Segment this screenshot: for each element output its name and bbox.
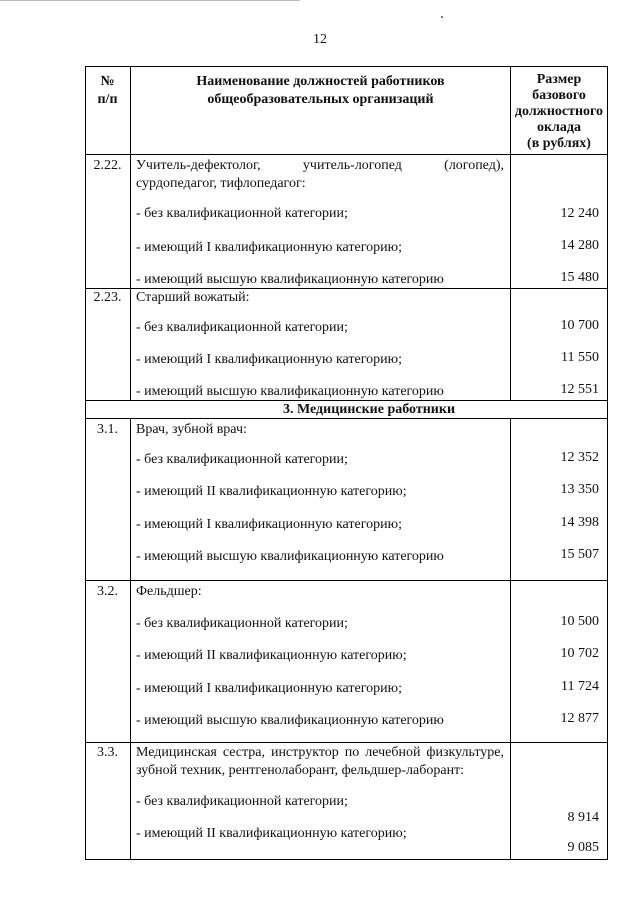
scan-speck [441,16,443,18]
item-salary: 12 551 [560,382,599,397]
row-title: сурдопедагог, тифлопедагог: [136,176,306,191]
item-salary: 12 877 [560,711,599,726]
item-salary: 12 240 [560,206,599,221]
item-salary: 8 914 [567,810,599,825]
item-label: - имеющий II квалификационную категорию; [136,826,407,841]
item-salary: 15 480 [560,270,599,285]
row-number: 3.1. [97,422,118,437]
item-label: - без квалификационной категории; [136,452,348,467]
col-divider [130,66,131,400]
item-salary: 12 352 [560,450,599,465]
header-bottom-border [85,154,608,155]
salary-table [85,66,608,860]
row-title: Учитель-дефектолог, учитель-логопед (логопед), [136,158,504,173]
item-salary: 11 724 [561,679,599,694]
row-divider [85,742,608,743]
row-divider [85,288,608,289]
item-label: - имеющий I квалификационную категорию; [136,517,402,532]
table-bottom-border [85,859,608,860]
item-salary: 15 507 [560,547,599,562]
row-number: 3.3. [97,745,118,760]
item-salary: 10 500 [560,614,599,629]
col-divider [130,418,131,860]
row-title: Врач, зубной врач: [136,422,247,437]
header-num-line2: п/п [97,92,118,107]
item-label: - имеющий высшую квалификационную категорию [136,713,444,728]
header-salary-line: (в рублях) [527,136,591,151]
row-divider [85,400,608,401]
row-title: зубной техник, рентгенолаборант, фельдшер-лаборант: [136,763,465,778]
row-number: 2.23. [93,290,122,305]
item-salary: 10 702 [560,646,599,661]
item-label: - имеющий I квалификационную категорию; [136,240,402,255]
item-salary: 10 700 [560,318,599,333]
item-label: - имеющий I квалификационную категорию; [136,352,402,367]
item-label: - имеющий высшую квалификационную категорию [136,384,444,399]
header-salary-line: Размер [536,72,582,87]
row-title: Старший вожатый: [136,290,250,305]
table-left-border [85,66,86,860]
top-border-line [0,0,300,1]
header-salary-line: оклада [536,120,581,135]
header-name-line1: Наименование должностей работников [196,74,445,89]
item-salary: 13 350 [560,482,599,497]
item-salary: 14 398 [560,515,599,530]
item-label: - без квалификационной категории; [136,616,348,631]
table-top-border [85,66,608,67]
table-right-border [607,66,608,860]
header-num-line1: № [100,74,115,89]
row-divider [85,580,608,581]
row-title: Медицинская сестра, инструктор по лечебной физкультуре, [136,745,504,760]
item-label: - имеющий II квалификационную категорию; [136,648,407,663]
header-salary-line: базового [532,88,586,103]
item-label: - имеющий высшую квалификационную категорию [136,272,444,287]
section-heading: 3. Медицинские работники [282,402,456,417]
item-label: - имеющий высшую квалификационную категорию [136,549,444,564]
page-number: 12 [313,32,327,47]
header-salary-line: должностного [514,104,604,119]
item-label: - без квалификационной категории; [136,206,348,221]
row-number: 2.22. [93,158,122,173]
item-salary: 14 280 [560,238,599,253]
row-title: Фельдшер: [136,584,202,599]
item-label: - без квалификационной категории; [136,794,348,809]
item-label: - без квалификационной категории; [136,320,348,335]
row-number: 3.2. [97,584,118,599]
item-salary: 9 085 [567,840,599,855]
item-label: - имеющий I квалификационную категорию; [136,681,402,696]
item-salary: 11 550 [561,350,599,365]
header-name-line2: общеобразовательных организаций [207,92,434,107]
item-label: - имеющий II квалификационную категорию; [136,484,407,499]
row-divider [85,418,608,419]
